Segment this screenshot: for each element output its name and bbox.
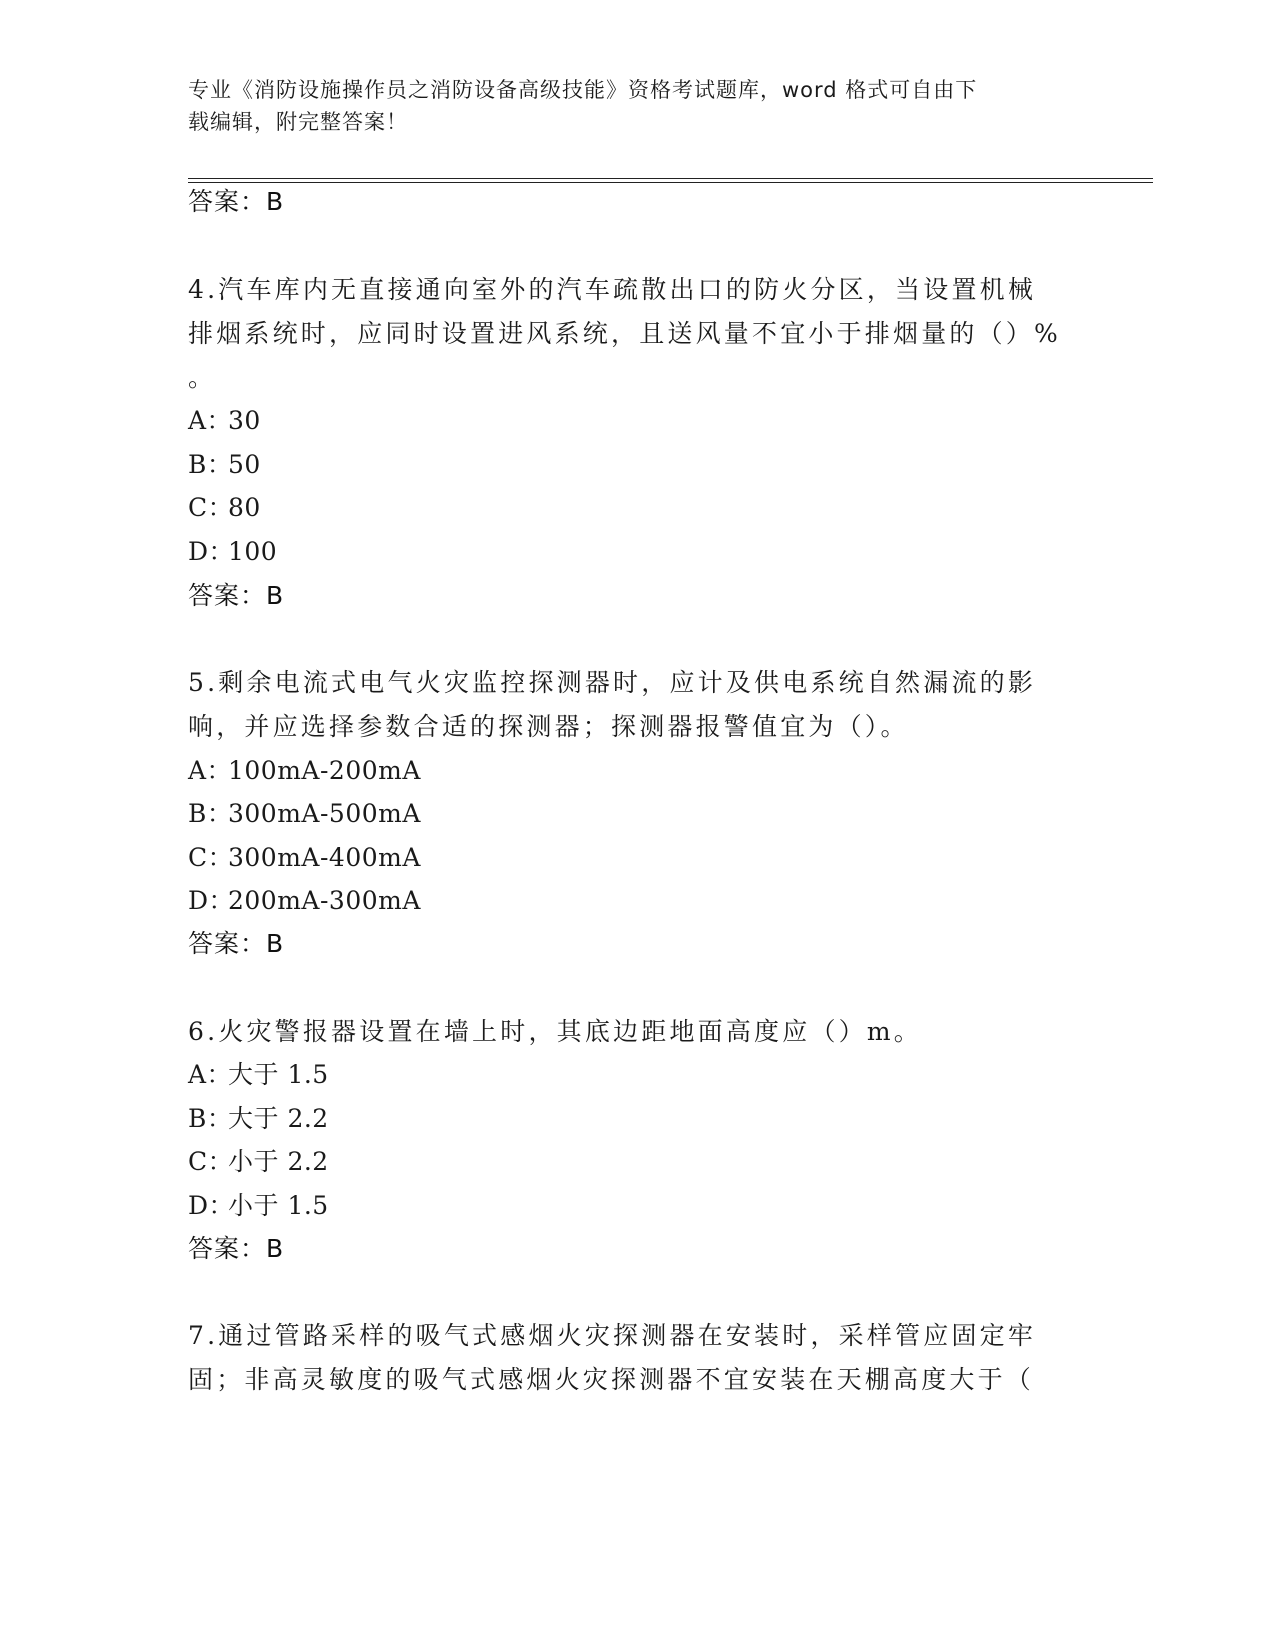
option-text: 100mA-200mA bbox=[228, 756, 421, 785]
answer-q4: 答案：B bbox=[188, 581, 285, 610]
question-4-option-a bbox=[188, 405, 261, 437]
option-letter: B： bbox=[188, 1104, 233, 1133]
question-5-line-1: 5.剩余电流式电气火灾监控探测器时，应计及供电系统自然漏流的影 bbox=[188, 668, 1037, 697]
option-text: 300mA-500mA bbox=[228, 799, 421, 828]
option-letter: A： bbox=[188, 1060, 233, 1089]
option-text: 200mA-300mA bbox=[228, 886, 421, 915]
answer-q6: 答案：B bbox=[188, 1234, 285, 1263]
option-letter: B： bbox=[188, 799, 233, 828]
answer-q5: 答案：B bbox=[188, 929, 285, 958]
question-4-option-c bbox=[188, 492, 261, 524]
question-4-line-1: 4.汽车库内无直接通向室外的汽车疏散出口的防火分区，当设置机械 bbox=[188, 275, 1037, 304]
question-7-line-2: 固；非高灵敏度的吸气式感烟火灾探测器不宜安装在天棚高度大于（ bbox=[188, 1365, 1035, 1394]
question-5-line-2: 响，并应选择参数合适的探测器；探测器报警值宜为（）。 bbox=[188, 712, 909, 741]
option-letter: C： bbox=[188, 1147, 234, 1176]
option-text: 50 bbox=[228, 450, 261, 479]
question-4-line-2: 排烟系统时，应同时设置进风系统，且送风量不宜小于排烟量的（）% bbox=[188, 319, 1061, 348]
option-letter: C： bbox=[188, 843, 234, 872]
option-letter: A： bbox=[188, 756, 233, 785]
question-6-option-c bbox=[188, 1146, 329, 1178]
question-6-option-b bbox=[188, 1103, 329, 1135]
option-text: 大于 2.2 bbox=[228, 1104, 329, 1133]
header-divider-top bbox=[188, 178, 1153, 179]
option-text: 80 bbox=[228, 493, 261, 522]
question-5-option-d bbox=[188, 885, 421, 917]
question-5-option-c bbox=[188, 842, 421, 874]
option-text: 100 bbox=[228, 537, 278, 566]
option-letter: D： bbox=[188, 537, 235, 566]
option-text: 小于 1.5 bbox=[228, 1191, 329, 1220]
question-4-line-3: 。 bbox=[188, 363, 217, 392]
option-letter: D： bbox=[188, 886, 235, 915]
option-text: 30 bbox=[228, 406, 261, 435]
question-4-option-b bbox=[188, 449, 261, 481]
option-letter: C： bbox=[188, 493, 234, 522]
answer-q3: 答案：B bbox=[188, 187, 285, 216]
question-6-option-d bbox=[188, 1190, 329, 1222]
document-header bbox=[188, 74, 1068, 138]
header-line-1: 专业《消防设施操作员之消防设备高级技能》资格考试题库，word 格式可自由下 bbox=[188, 78, 978, 102]
header-divider-bottom bbox=[188, 182, 1153, 183]
option-letter: A： bbox=[188, 406, 233, 435]
question-6-line-1: 6.火灾警报器设置在墙上时，其底边距地面高度应（）m。 bbox=[188, 1017, 922, 1046]
option-text: 大于 1.5 bbox=[228, 1060, 329, 1089]
option-text: 小于 2.2 bbox=[228, 1147, 329, 1176]
question-4-option-d bbox=[188, 536, 277, 568]
question-5-option-a bbox=[188, 755, 421, 787]
option-text: 300mA-400mA bbox=[228, 843, 421, 872]
option-letter: B： bbox=[188, 450, 233, 479]
option-letter: D： bbox=[188, 1191, 235, 1220]
question-6-option-a bbox=[188, 1059, 329, 1091]
question-7-line-1: 7.通过管路采样的吸气式感烟火灾探测器在安装时，采样管应固定牢 bbox=[188, 1321, 1037, 1350]
header-line-2: 载编辑，附完整答案！ bbox=[188, 110, 408, 134]
question-5-option-b bbox=[188, 798, 421, 830]
